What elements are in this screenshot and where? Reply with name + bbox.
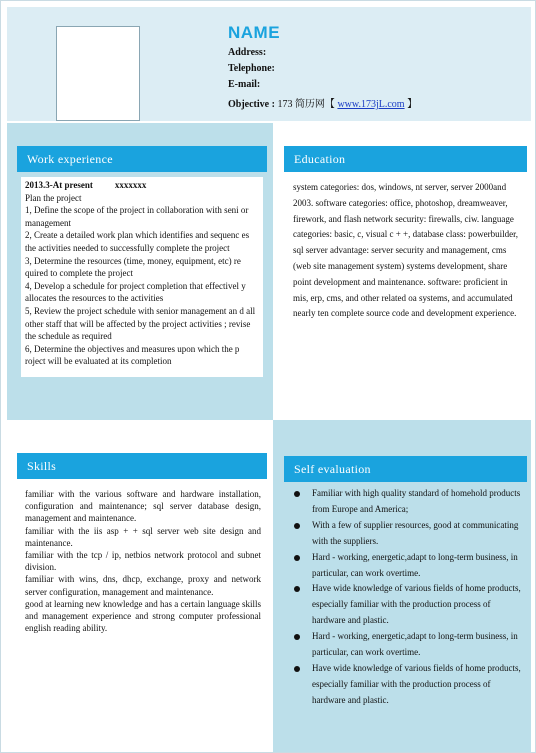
self-evaluation-text: Have wide knowledge of various fields of home products, especially familiar with the production process of hardware and plastic. bbox=[312, 662, 521, 705]
work-experience-heading: Work experience bbox=[17, 146, 267, 172]
bullet-icon bbox=[294, 555, 300, 561]
education-heading: Education bbox=[284, 146, 527, 172]
self-evaluation-text: Have wide knowledge of various fields of home products, especially familiar with the production process of hardware and plastic. bbox=[312, 583, 521, 626]
email-line bbox=[228, 79, 260, 90]
self-evaluation-list bbox=[288, 483, 527, 709]
skills-heading: Skills bbox=[17, 453, 267, 479]
objective-end: 】 bbox=[407, 99, 418, 110]
bullet-icon bbox=[294, 491, 300, 497]
skill-paragraph: familiar with wins, dns, dhcp, exchange, proxy and network server configuration, management and maintenance. bbox=[25, 574, 261, 597]
skill-paragraph: familiar with the iis asp + + sql server web site design and maintenance. bbox=[25, 525, 261, 548]
telephone-line bbox=[228, 63, 275, 74]
address-label: Address: bbox=[228, 47, 267, 58]
objective-line bbox=[228, 95, 417, 110]
candidate-name: NAME bbox=[228, 23, 281, 42]
photo-placeholder bbox=[56, 26, 140, 121]
bullet-icon bbox=[294, 666, 300, 672]
self-evaluation-text: With a few of supplier resources, good at communicating with the suppliers. bbox=[312, 519, 519, 546]
objective-link[interactable]: www.173jL.com bbox=[337, 99, 405, 110]
list-item bbox=[294, 486, 523, 518]
work-experience-content bbox=[21, 177, 263, 377]
work-line: 4, Develop a schedule for project completion that effectivel y allocates the resources to the activities bbox=[25, 280, 246, 304]
education-content bbox=[288, 177, 527, 387]
self-evaluation-text: Familiar with high quality standard of homehold products from Europe and America; bbox=[312, 488, 521, 514]
list-item bbox=[294, 581, 523, 629]
list-item bbox=[294, 629, 523, 661]
work-code: xxxxxxx bbox=[114, 180, 147, 190]
telephone-label: Telephone: bbox=[228, 63, 275, 74]
address-line bbox=[228, 47, 266, 58]
list-item bbox=[294, 661, 523, 709]
list-item bbox=[294, 550, 523, 582]
work-period bbox=[25, 179, 259, 192]
work-line: 1, Define the scope of the project in collaboration with seni or management bbox=[25, 205, 249, 228]
self-evaluation-text: Hard - working, energetic,adapt to long-term business, in particular, can work overtime. bbox=[312, 551, 518, 578]
skill-paragraph: familiar with the tcp / ip, netbios network protocol and subnet division. bbox=[25, 550, 261, 573]
self-evaluation-content bbox=[288, 483, 527, 713]
bullet-icon bbox=[294, 634, 300, 640]
work-line: 3, Determine the resources (time, money, equipment, etc) re quired to complete the project bbox=[25, 255, 241, 279]
email-label: E-mail: bbox=[228, 79, 261, 90]
bullet-icon bbox=[294, 586, 300, 592]
bullet-icon bbox=[294, 523, 300, 529]
work-line: 5, Review the project schedule with senior management an d all other staff that will be affected by the project activities ; revise the schedule as required bbox=[25, 305, 256, 342]
work-line: Plan the project bbox=[25, 192, 82, 203]
skill-paragraph: good at learning new knowledge and has a certain language skills and management experience and strong computer professional english reading ability. bbox=[25, 598, 261, 634]
education-text: system categories: dos, windows, nt server, server 2000and 2003. software categories: office, photoshop, dreamweaver, firework, and flash network security: firewalls, ciw. language categories: basic, c, visual c + +, database class: powerbuilder, sql server advantage: server security and management, cms (web site management system) systems development, share point development and maintenance. software: proficient in mis, erp, cms, and other related oa systems, and accumulated nearly ten complete source code and development experience. bbox=[293, 182, 518, 319]
work-line: 6, Determine the objectives and measures upon which the p roject will be evaluated at its completion bbox=[25, 343, 240, 367]
list-item bbox=[294, 518, 523, 550]
skills-content bbox=[21, 485, 265, 752]
work-date: 2013.3-At present bbox=[25, 180, 93, 190]
self-evaluation-text: Hard - working, energetic,adapt to long-term business, in particular, can work overtime. bbox=[312, 631, 518, 658]
self-evaluation-heading: Self evaluation bbox=[284, 456, 527, 482]
objective-label: Objective : bbox=[228, 99, 275, 110]
objective-text: 173 简历网【 bbox=[277, 99, 335, 110]
work-line: 2, Create a detailed work plan which identifies and sequenc es the activities needed to successfully complete the project bbox=[25, 230, 250, 253]
skill-paragraph: familiar with the various software and hardware installation, configuration and maintenance; sql server database design, management and maintenance. bbox=[25, 489, 261, 524]
